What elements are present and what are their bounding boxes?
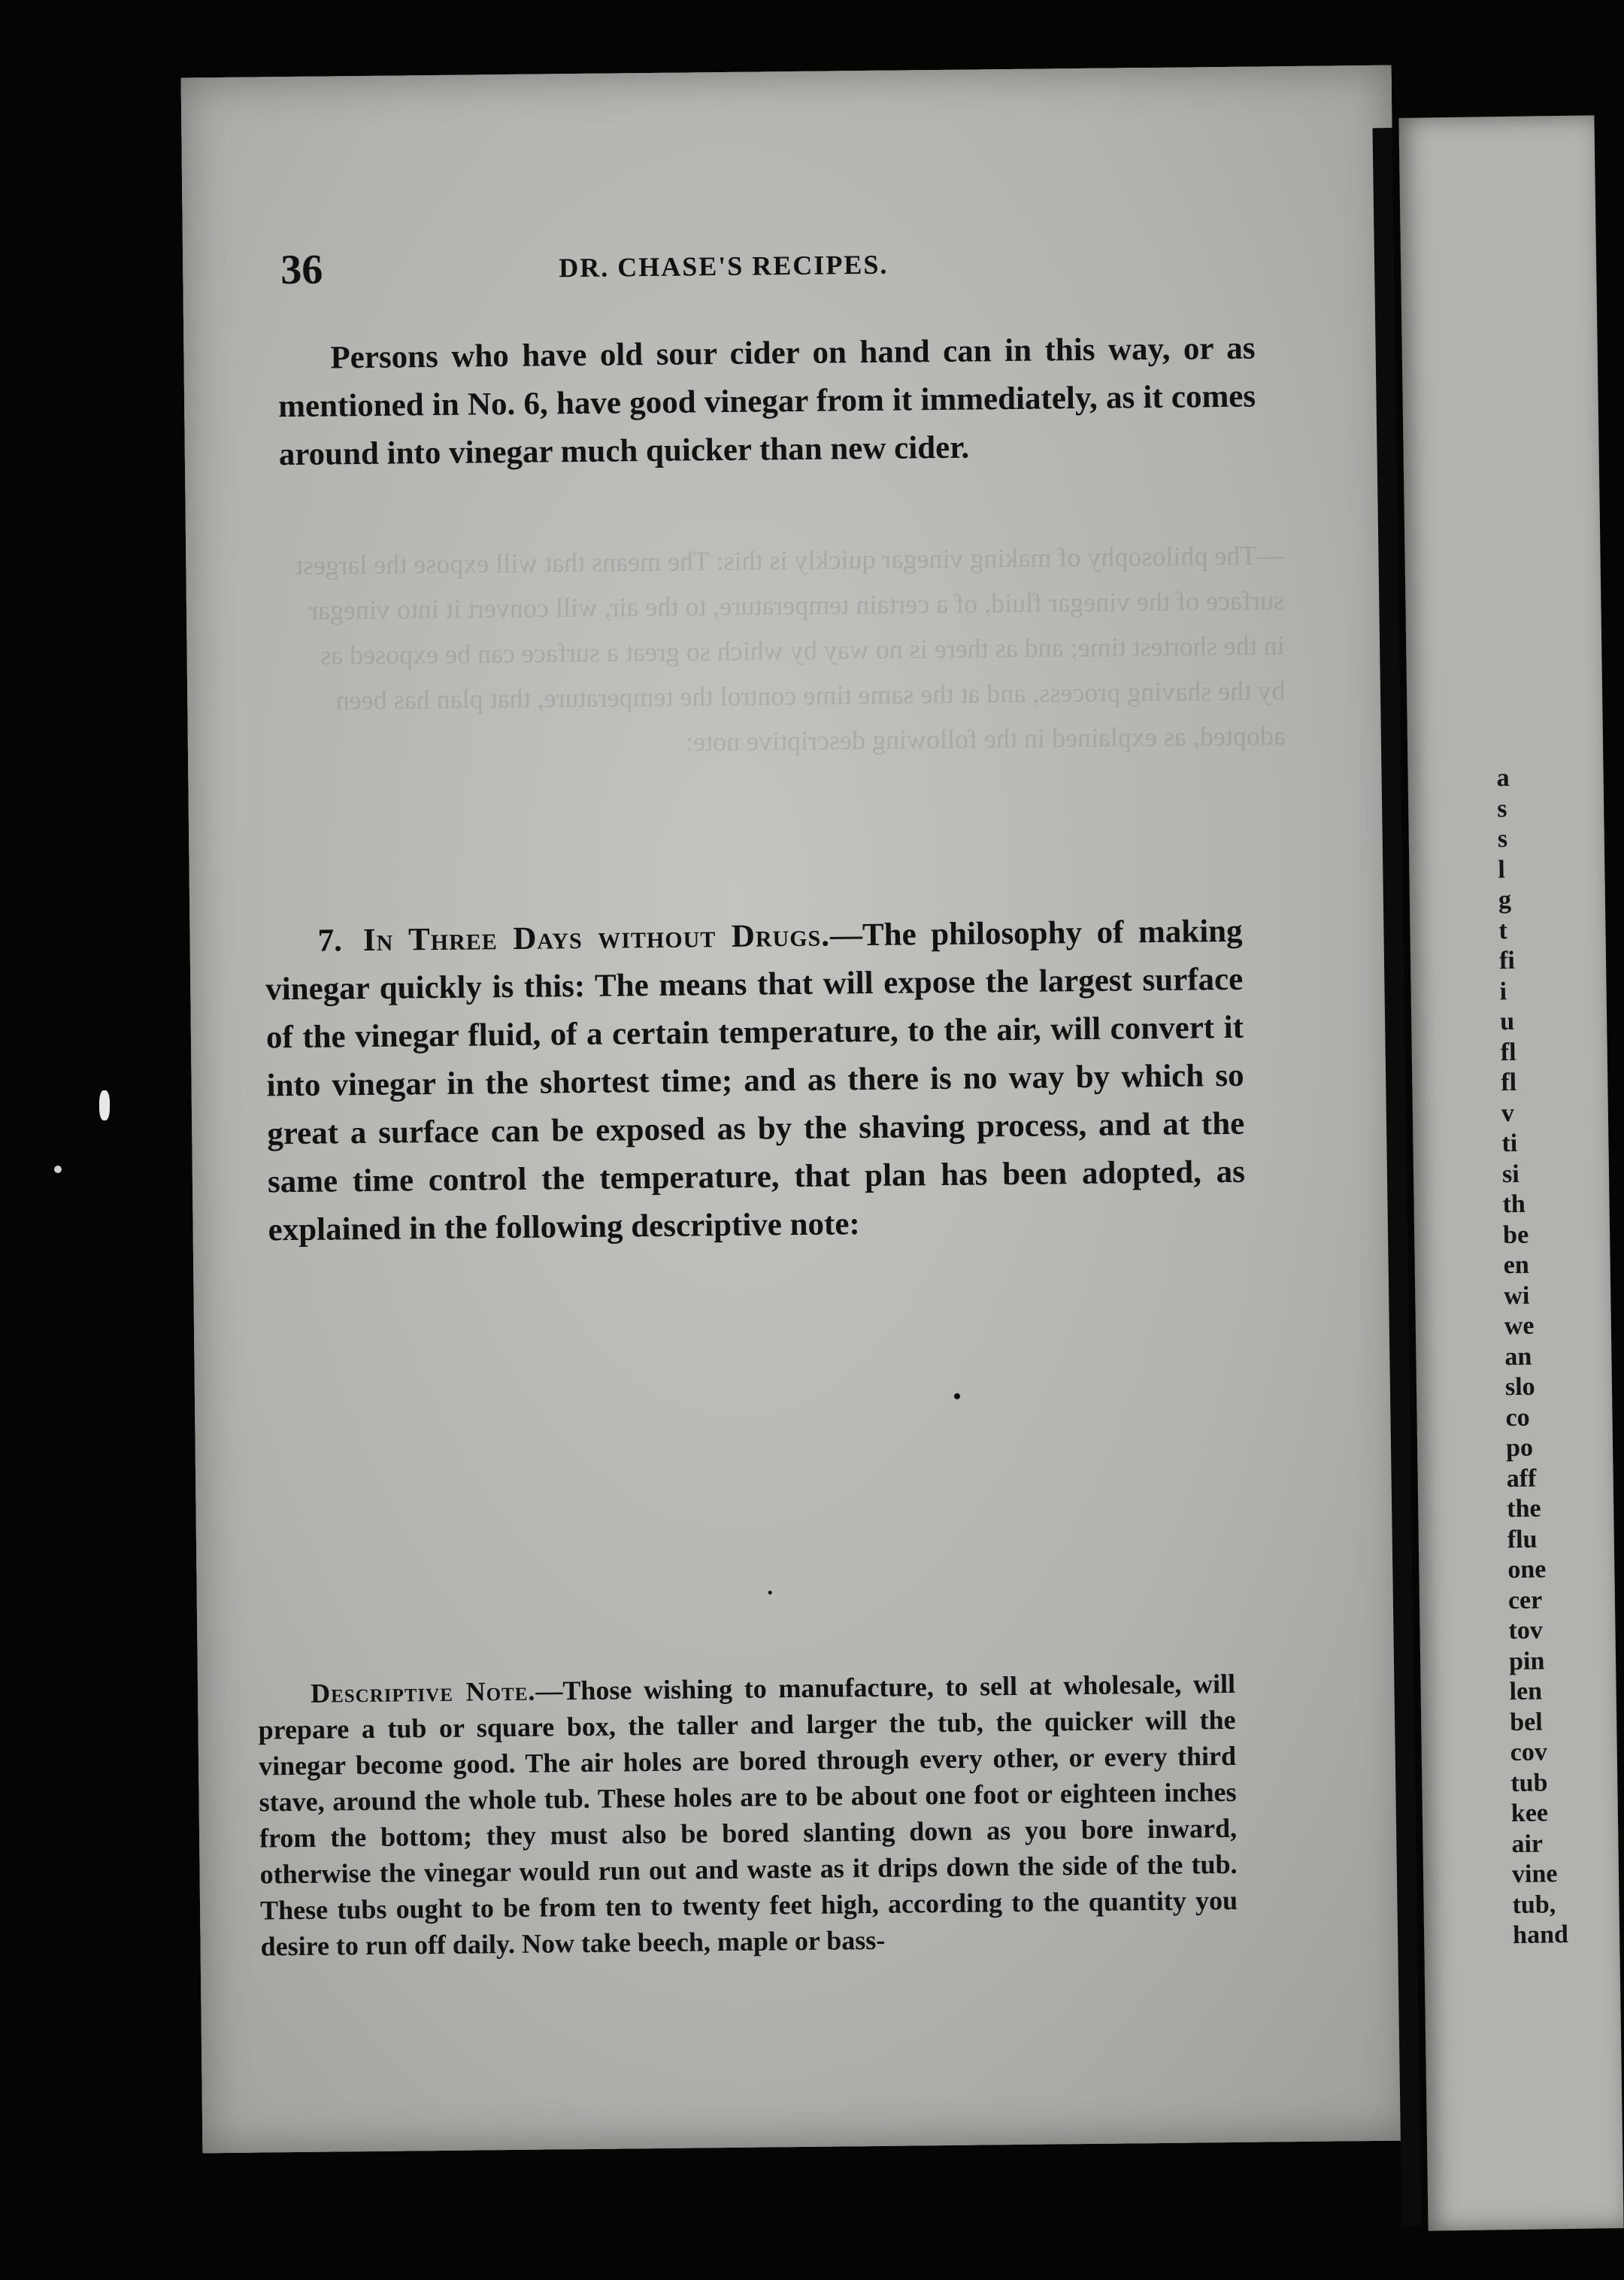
page-number: 36: [280, 246, 323, 294]
page-header: [280, 235, 1379, 299]
paragraph-descriptive-note: [258, 1666, 1238, 1965]
facing-page-edge: [1398, 115, 1623, 2230]
margin-mark: [99, 1090, 110, 1120]
margin-mark: [54, 1166, 62, 1173]
recipe-title: In Three Days without Drugs.: [362, 917, 831, 959]
note-label: Descriptive Note.: [310, 1675, 536, 1708]
paragraph-recipe-7: [265, 908, 1246, 1255]
bleed-through-text: —The philosophy of making vinegar quickly is this: The means that will expose the largest surface of the vinegar fluid, of a certain temperature, to the air, will convert it into vinegar in the shortest time; and as there is no way by which so great a surface can be exposed as by the shaving process, and at the same time control the temperature, that plan has been adopted, as explained in the following descriptive note:: [288, 540, 1286, 757]
running-title: DR. CHASE'S RECIPES.: [559, 249, 889, 283]
ink-speck: [768, 1590, 772, 1594]
facing-page-fragments: a s s l g t fi i u fl fl v ti si th be en wi we an slo co po aff the flu one cer tov pin len bel cov tub kee air vine tub, hand: [1496, 763, 1569, 1950]
note-body: —Those wishing to manufacture, to sell at wholesale, will prepare a tub or square box, the taller and larger the tub, the quicker will the vinegar become good. The air holes are bored through every other, or every third stave, around the whole tub. These holes are to be about one foot or eighteen inches from the bottom; they must also be bored slanting down as you bore inward, otherwise the vinegar would run out and waste as it drips down the side of the tub. These tubs ought to be from ten to twenty feet high, according to the quantity you desire to run off daily. Now take beech, maple or bass-: [258, 1668, 1238, 1962]
book-page: [181, 65, 1413, 2154]
paragraph-sour-cider: Persons who have old sour cider on hand can in this way, or as mentioned in No. 6, have good vinegar from it immediately, as it comes around into vinegar much quicker than new cider.: [277, 330, 1256, 473]
recipe-number: 7.: [317, 923, 343, 959]
ink-speck: [954, 1393, 960, 1399]
recipe-body: —The philosophy of making vinegar quickly is this: The means that will expose the largest surface of the vinegar fluid, of a certain temperature, to the air, will convert it into vinegar in the shortest time; and as there is no way by which so great a surface can be exposed as by the shaving process, and at the same time control the temperature, that plan has been adopted, as explained in the following descriptive note:: [265, 913, 1246, 1248]
